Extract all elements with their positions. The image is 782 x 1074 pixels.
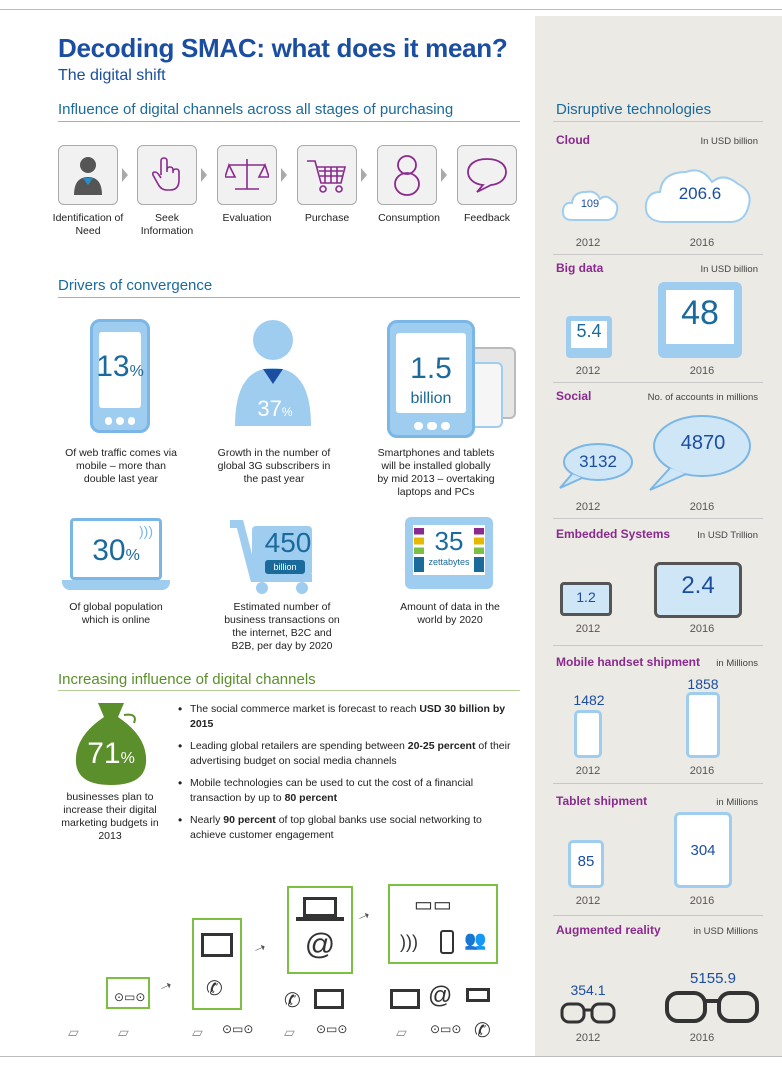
tech-unit: In USD billion bbox=[700, 264, 758, 275]
glasses-icon bbox=[560, 1002, 616, 1024]
stat-value: 71 bbox=[87, 737, 121, 770]
chevron-right-icon bbox=[281, 168, 287, 182]
divider bbox=[553, 121, 763, 122]
value-2012: 109 bbox=[580, 198, 600, 210]
divider bbox=[553, 518, 763, 519]
value-2012: 354.1 bbox=[570, 982, 606, 998]
tech-name: Embedded Systems bbox=[556, 527, 671, 541]
phone-icon: ✆ bbox=[284, 990, 301, 1012]
tv-icon bbox=[314, 989, 344, 1009]
stat-caption: Amount of data in the world by 2020 bbox=[400, 601, 500, 626]
stat-unit: billion bbox=[265, 560, 305, 574]
newspaper-icon: ▱ bbox=[192, 1024, 203, 1040]
stat-value: 35 bbox=[434, 526, 464, 556]
increasing-heading: Increasing influence of digital channels bbox=[58, 671, 316, 688]
year-label: 2016 bbox=[689, 623, 715, 635]
laptop-icon bbox=[466, 988, 490, 1002]
value-2012: 3132 bbox=[579, 452, 617, 471]
chevron-right-icon bbox=[441, 168, 447, 182]
tech-unit: In USD billion bbox=[700, 136, 758, 147]
arrow-icon: ➝ bbox=[156, 976, 175, 996]
value-2016: 4870 bbox=[680, 432, 726, 454]
value-2012: 1482 bbox=[573, 692, 605, 708]
year-label: 2016 bbox=[689, 237, 715, 249]
value-2012: 85 bbox=[577, 853, 595, 870]
stat-caption: Smartphones and tablets will be installed globally by mid 2013 – overtaking laptops and PCs bbox=[377, 447, 495, 498]
stat-caption: Growth in the number of global 3G subscribers in the past year bbox=[217, 447, 331, 485]
page-subtitle: The digital shift bbox=[58, 67, 166, 84]
divider bbox=[58, 297, 520, 298]
year-label: 2012 bbox=[575, 1032, 601, 1044]
scales-icon bbox=[217, 145, 277, 205]
bullet-item: • Mobile technologies can be used to cut the cost of a financial transaction by up to 80 percent bbox=[178, 776, 474, 804]
stat-unit: billion bbox=[410, 390, 452, 407]
hand-cursor-icon bbox=[137, 145, 197, 205]
people-icon: 👥 bbox=[464, 930, 487, 950]
year-label: 2012 bbox=[575, 237, 601, 249]
value-2016: 304 bbox=[690, 842, 716, 859]
year-label: 2016 bbox=[689, 365, 715, 377]
storage-meter bbox=[414, 528, 424, 572]
page-title: Decoding SMAC: what does it mean? bbox=[58, 33, 508, 63]
divider bbox=[58, 121, 520, 122]
chevron-right-icon bbox=[361, 168, 367, 182]
divider bbox=[553, 645, 763, 646]
value-2012: 5.4 bbox=[576, 321, 602, 341]
tv-icon bbox=[390, 989, 420, 1009]
step-label: Identification of Need bbox=[52, 212, 124, 237]
stat-value: 450 bbox=[264, 527, 312, 558]
arrow-icon: ➝ bbox=[354, 906, 373, 926]
year-label: 2016 bbox=[689, 765, 715, 777]
year-label: 2016 bbox=[689, 895, 715, 907]
smartphone-icon bbox=[440, 930, 454, 954]
bullet-item: • The social commerce market is forecast to reach USD 30 billion by 2015 bbox=[178, 702, 506, 730]
stat-value: 1.5 bbox=[410, 352, 452, 385]
tech-name: Big data bbox=[556, 261, 604, 275]
tech-name: Mobile handset shipment bbox=[556, 655, 701, 669]
value-2016: 2.4 bbox=[681, 572, 715, 599]
newspaper-icon: ▱ bbox=[118, 1024, 129, 1040]
tech-unit: In USD Trillion bbox=[697, 530, 758, 541]
stat-caption: Of web traffic comes via mobile – more than double last year bbox=[65, 447, 177, 485]
chevron-right-icon bbox=[201, 168, 207, 182]
laptop-icon bbox=[303, 897, 337, 917]
value-2016: 48 bbox=[681, 294, 719, 332]
bag-caption: businesses plan to increase their digital marketing budgets in 2013 bbox=[61, 791, 159, 842]
cassette-icon: ⊙▭⊙ bbox=[430, 1022, 462, 1036]
stat-unit: zettabytes bbox=[428, 557, 470, 567]
stat-value: 30 bbox=[92, 534, 126, 567]
value-2016: 1858 bbox=[687, 676, 719, 692]
chevron-right-icon bbox=[122, 168, 128, 182]
newspaper-icon: ▱ bbox=[284, 1024, 295, 1040]
tv-icon bbox=[201, 933, 233, 957]
glasses-icon bbox=[664, 990, 760, 1024]
tech-name: Tablet shipment bbox=[556, 794, 648, 808]
at-sign-icon: @ bbox=[304, 928, 336, 961]
wifi-icon: ))) bbox=[139, 523, 153, 539]
tech-unit: in Millions bbox=[716, 658, 758, 669]
disruptive-heading: Disruptive technologies bbox=[556, 101, 712, 118]
wifi-icon: ))) bbox=[400, 932, 418, 952]
divider bbox=[553, 254, 763, 255]
phone-icon: ✆ bbox=[474, 1020, 491, 1042]
year-label: 2012 bbox=[575, 501, 601, 513]
arrow-icon: ➝ bbox=[250, 938, 269, 958]
divider bbox=[553, 382, 763, 383]
divider bbox=[553, 783, 763, 784]
stat-caption: Estimated number of business transactions on the internet, B2C and B2B, per day by 2020 bbox=[224, 601, 340, 652]
divider bbox=[553, 915, 763, 916]
stat-value: 13 bbox=[96, 350, 130, 383]
value-2016: 5155.9 bbox=[690, 970, 736, 987]
cart-icon bbox=[297, 145, 357, 205]
tech-unit: in Millions bbox=[716, 797, 758, 808]
stat-caption: Of global population which is online bbox=[69, 601, 163, 626]
at-sign-icon: @ bbox=[428, 982, 453, 1009]
glasses-icon: ▭▭ bbox=[414, 894, 452, 916]
step-label: Feedback bbox=[463, 212, 511, 224]
tech-unit: No. of accounts in millions bbox=[647, 392, 758, 403]
phone-icon: ✆ bbox=[206, 978, 223, 1000]
tech-name: Augmented reality bbox=[556, 923, 661, 937]
laptop-base bbox=[296, 917, 344, 921]
cassette-icon: ⊙▭⊙ bbox=[316, 1022, 348, 1036]
divider bbox=[58, 690, 520, 691]
stat-unit: % bbox=[120, 750, 135, 767]
cassette-icon: ⊙▭⊙ bbox=[222, 1022, 254, 1036]
step-label: Seek Information bbox=[140, 212, 194, 237]
cassette-icon: ⊙▭⊙ bbox=[114, 990, 146, 1004]
stat-unit: % bbox=[125, 547, 140, 564]
mobile-phone-icon bbox=[574, 710, 602, 758]
drivers-heading: Drivers of convergence bbox=[58, 277, 213, 294]
bullet-item: • Leading global retailers are spending between 20-25 percent of their advertising budget on social media channels bbox=[178, 739, 511, 767]
year-label: 2012 bbox=[575, 365, 601, 377]
person-icon bbox=[58, 145, 118, 205]
tech-name: Social bbox=[556, 389, 592, 403]
mobile-phone-icon bbox=[686, 692, 720, 758]
newspaper-icon: ▱ bbox=[68, 1024, 79, 1040]
stat-value: 37 bbox=[257, 396, 282, 421]
year-label: 2012 bbox=[575, 895, 601, 907]
figure-eight-icon bbox=[377, 145, 437, 205]
step-label: Evaluation bbox=[222, 212, 272, 224]
bullet-item: • Nearly 90 percent of top global banks use social networking to achieve customer engagement bbox=[178, 813, 482, 841]
value-2016: 206.6 bbox=[678, 184, 722, 203]
year-label: 2012 bbox=[575, 623, 601, 635]
storage-meter bbox=[474, 528, 484, 572]
year-label: 2016 bbox=[689, 501, 715, 513]
tech-name: Cloud bbox=[556, 133, 590, 147]
influence-heading: Influence of digital channels across all stages of purchasing bbox=[58, 101, 454, 118]
year-label: 2016 bbox=[689, 1032, 715, 1044]
step-label: Consumption bbox=[378, 212, 440, 224]
newspaper-icon: ▱ bbox=[396, 1024, 407, 1040]
year-label: 2012 bbox=[575, 765, 601, 777]
tech-unit: in USD Millions bbox=[693, 926, 758, 937]
stat-unit: % bbox=[129, 363, 144, 380]
value-2012: 1.2 bbox=[576, 589, 596, 605]
step-label: Purchase bbox=[304, 212, 350, 224]
laptop-base bbox=[62, 580, 170, 590]
stat-unit: % bbox=[281, 405, 293, 419]
speech-bubble-icon bbox=[457, 145, 517, 205]
